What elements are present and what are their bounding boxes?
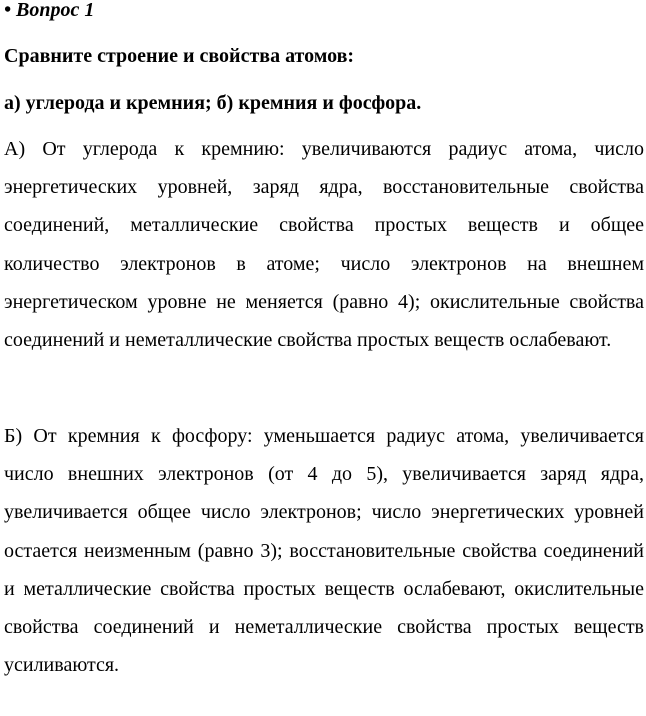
question-title: Сравните строение и свойства атомов: bbox=[4, 45, 355, 67]
question-subtitle: а) углерода и кремния; б) кремния и фосфора. bbox=[4, 92, 422, 114]
answer-paragraph-b: Б) От кремния к фосфору: уменьшается радиус атома, увеличивается число внешних электронов (от 4 до 5), увеличивается заряд ядра, увеличивается общее число электронов; число энергетических уровней остается неизменным (равно 3); восстановительные свойства соединений и металлические свойства простых веществ ослабевают, окислительные свойства соединений и неметаллические свойства простых веществ усиливаются. bbox=[4, 425, 644, 677]
question-heading: • Вопрос 1 bbox=[4, 0, 95, 21]
answer-paragraph-a: А) От углерода к кремнию: увеличиваются радиус атома, число энергетических уровней, заряд ядра, восстановительные свойства соединений, металлические свойства простых веществ и общее количество электронов в атоме; число электронов на внешнем энергетическом уровне не меняется (равно 4); окислительные свойства соединений и неметаллические свойства простых веществ ослабевают. bbox=[4, 138, 644, 352]
